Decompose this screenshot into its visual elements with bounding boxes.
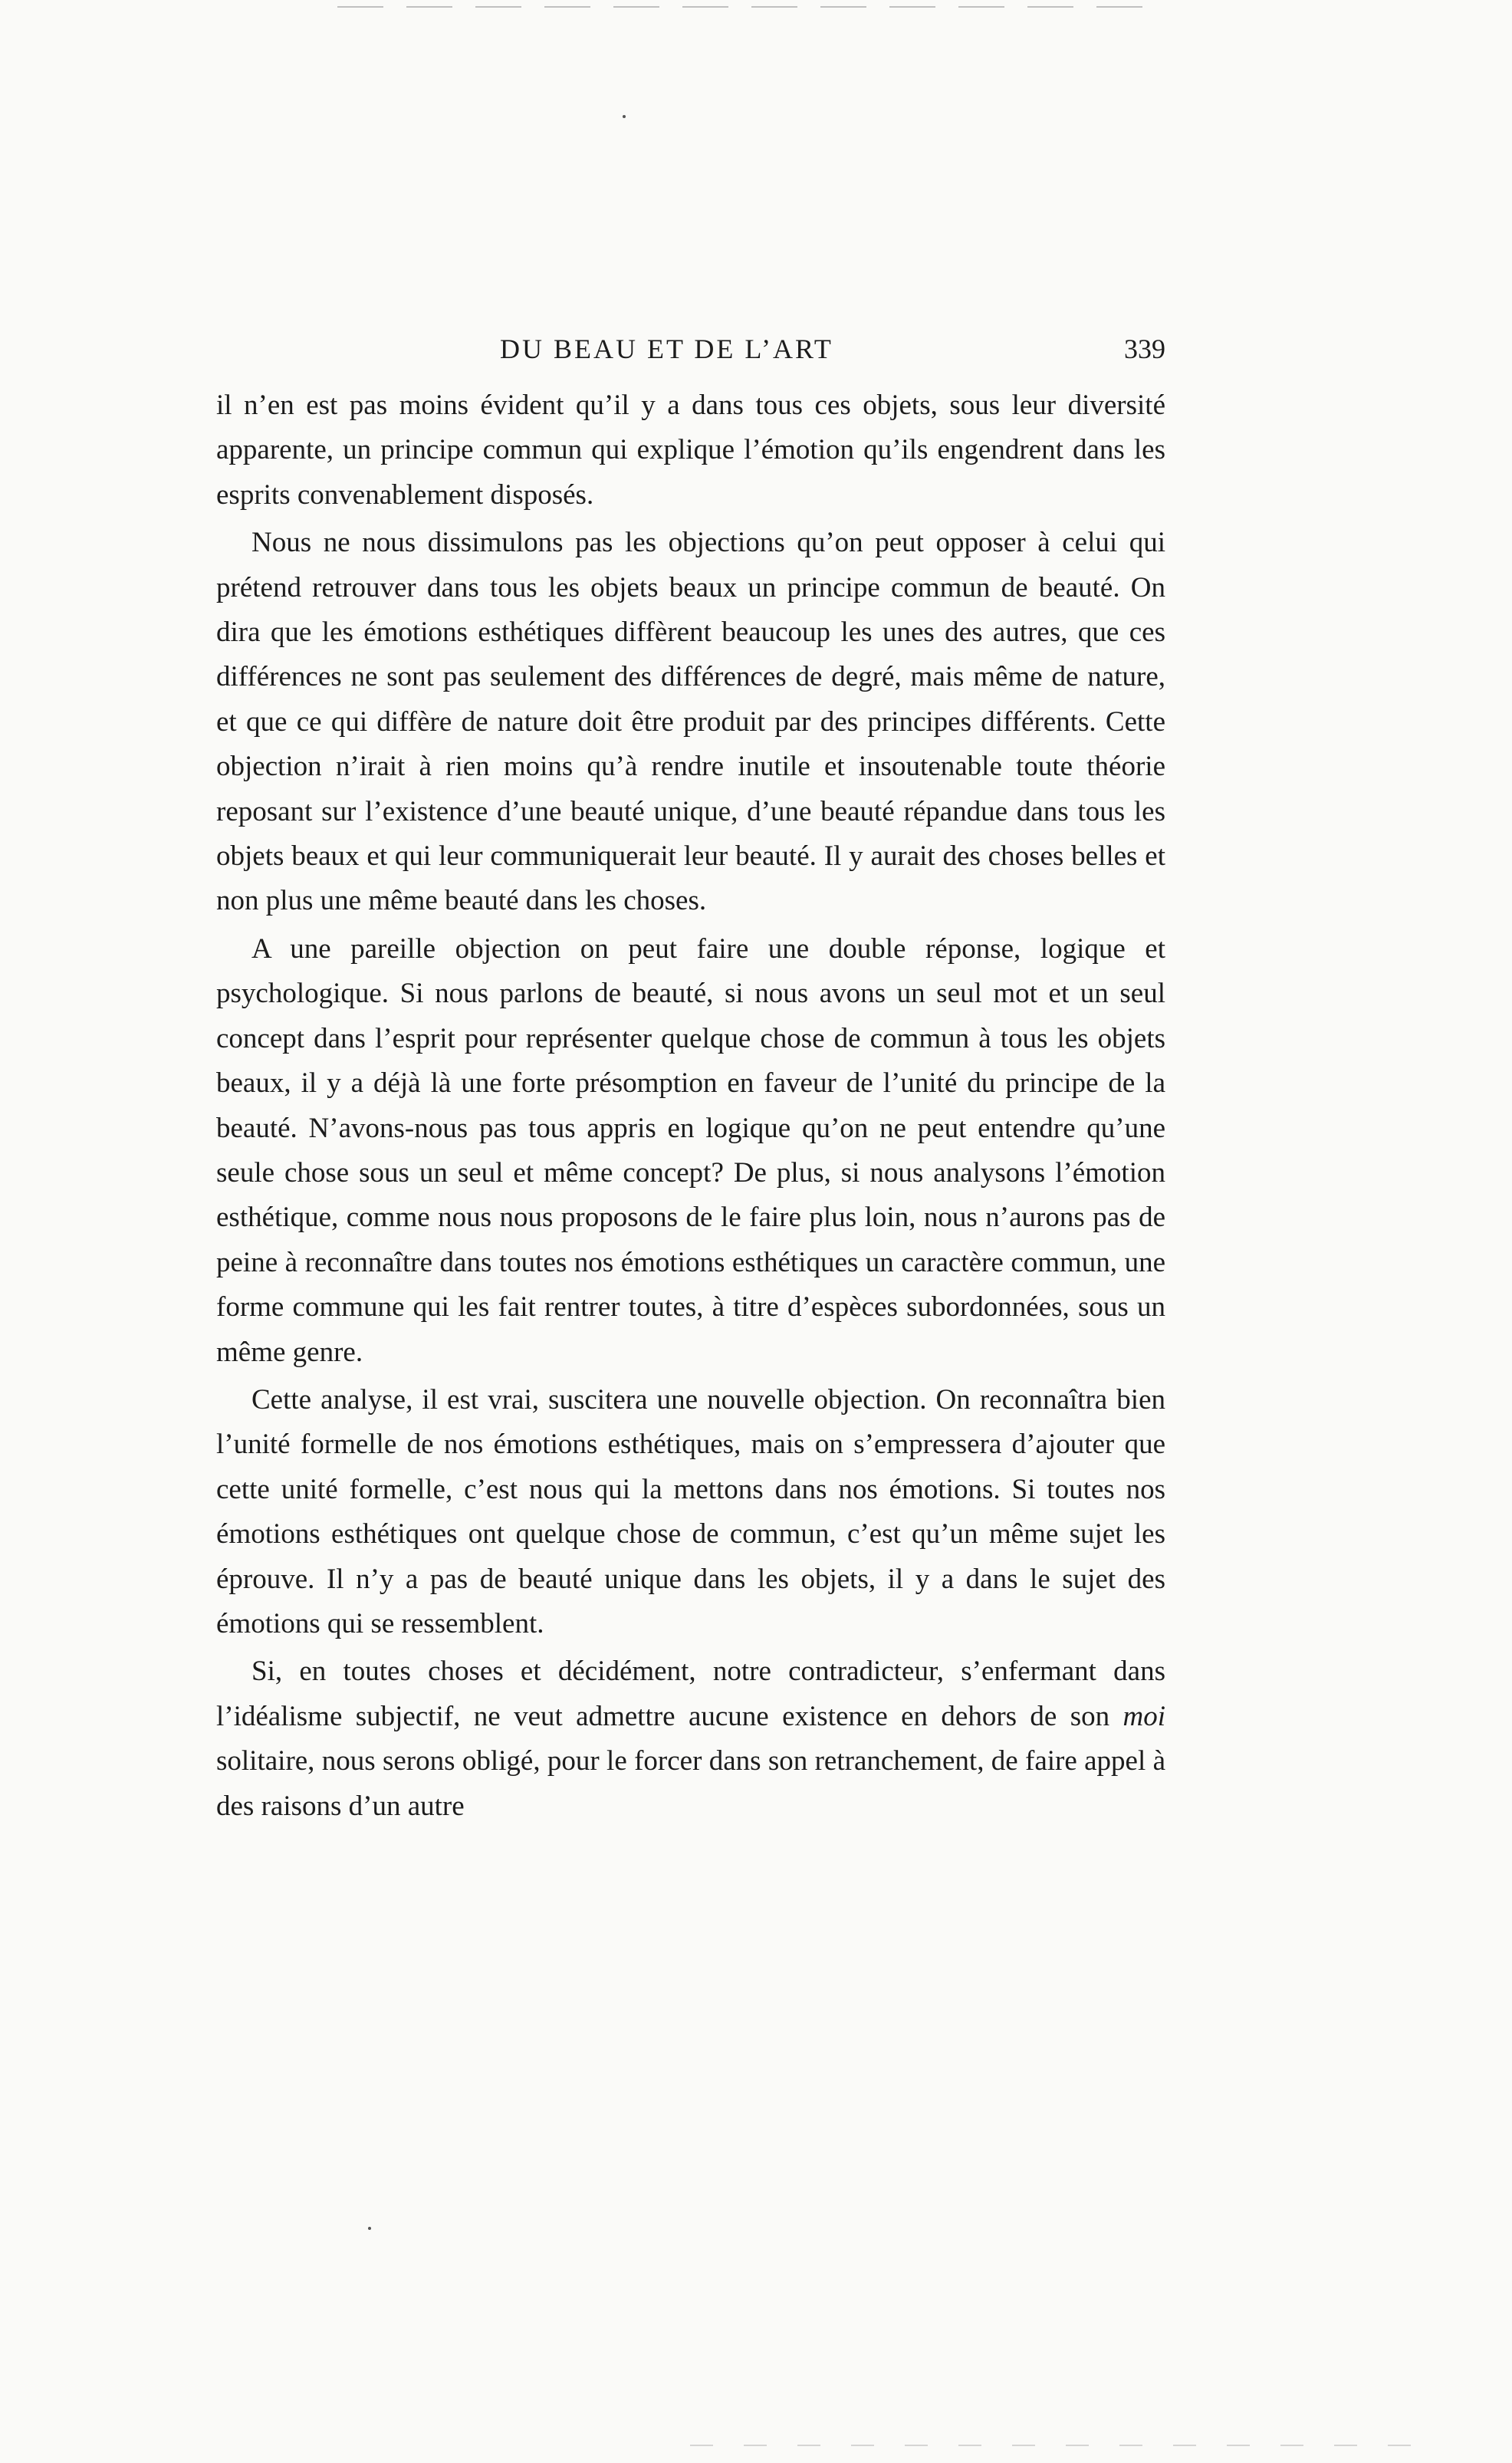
paragraph: Cette analyse, il est vrai, suscitera une nouvelle objection. On reconnaîtra bien l’unité formelle de nos émotions esthétiques, mais on s’empressera d’ajouter que cette unité formelle, c’est nous qui la mettons dans nos émotions. Si toutes nos émotions esthétiques ont quelque chose de commun, c’est qu’un même sujet les éprouve. Il n’y a pas de beauté unique dans les objets, il y a dans le sujet des émotions qui se ressemblent.: [216, 1383, 1165, 1639]
emphasis-text: moi: [1122, 1700, 1165, 1732]
scan-speck: [368, 2227, 371, 2230]
paragraph: [216, 1649, 1165, 1829]
scan-edge-top: [337, 6, 1150, 8]
paragraph: A une pareille objection on peut faire une double réponse, logique et psychologique. Si nous parlons de beauté, si nous avons un seul mot et un seul concept dans l’esprit pour représenter quelque chose de commun à tous les objets beaux, il y a déjà là une forte présomption en faveur de l’unité du principe de la beauté. N’avons-nous pas tous appris en logique qu’on ne peut entendre qu’une seule chose sous un seul et même concept? De plus, si nous analysons l’émotion esthétique, comme nous nous proposons de le faire plus loin, nous n’aurons pas de peine à reconnaître dans toutes nos émotions esthétiques un caractère commun, une forme commune qui les fait rentrer toutes, à titre d’espèces subordonnées, sous un même genre.: [216, 932, 1165, 1368]
page-body: [216, 383, 1165, 1832]
scan-edge-bottom: [690, 2445, 1441, 2446]
running-title: DU BEAU ET DE L’ART: [500, 334, 833, 364]
page-header: [215, 333, 1165, 371]
paragraph: Nous ne nous dissimulons pas les objections qu’on peut opposer à celui qui prétend retrouver dans tous les objets beaux un principe commun de beauté. On dira que les émotions esthétiques diffèrent beaucoup les unes des autres, que ces différences ne sont pas seulement des différences de degré, mais même de nature, et que ce qui diffère de nature doit être produit par des principes différents. Cette objection n’irait à rien moins qu’à rendre inutile et insoutenable toute théorie reposant sur l’existence d’une beauté unique, d’une beauté répandue dans tous les objets beaux et qui leur communiquerait leur beauté. Il y aurait des choses belles et non plus une même beauté dans les choses.: [216, 527, 1165, 917]
page-number: 339: [1124, 334, 1165, 364]
paragraph-text: solitaire, nous serons obligé, pour le forcer dans son retranchement, de faire appel à des raisons d’un autre: [216, 1745, 1165, 1822]
scan-speck: [623, 115, 626, 118]
paragraph-text: Si, en toutes choses et décidément, notre contradicteur, s’enfermant dans l’idéalisme subjectif, ne veut admettre aucune existence en dehors de son: [216, 1656, 1165, 1732]
paragraph: il n’en est pas moins évident qu’il y a dans tous ces objets, sous leur diversité apparente, un principe commun qui explique l’émotion qu’ils engendrent dans les esprits convenablement disposés.: [216, 390, 1165, 511]
